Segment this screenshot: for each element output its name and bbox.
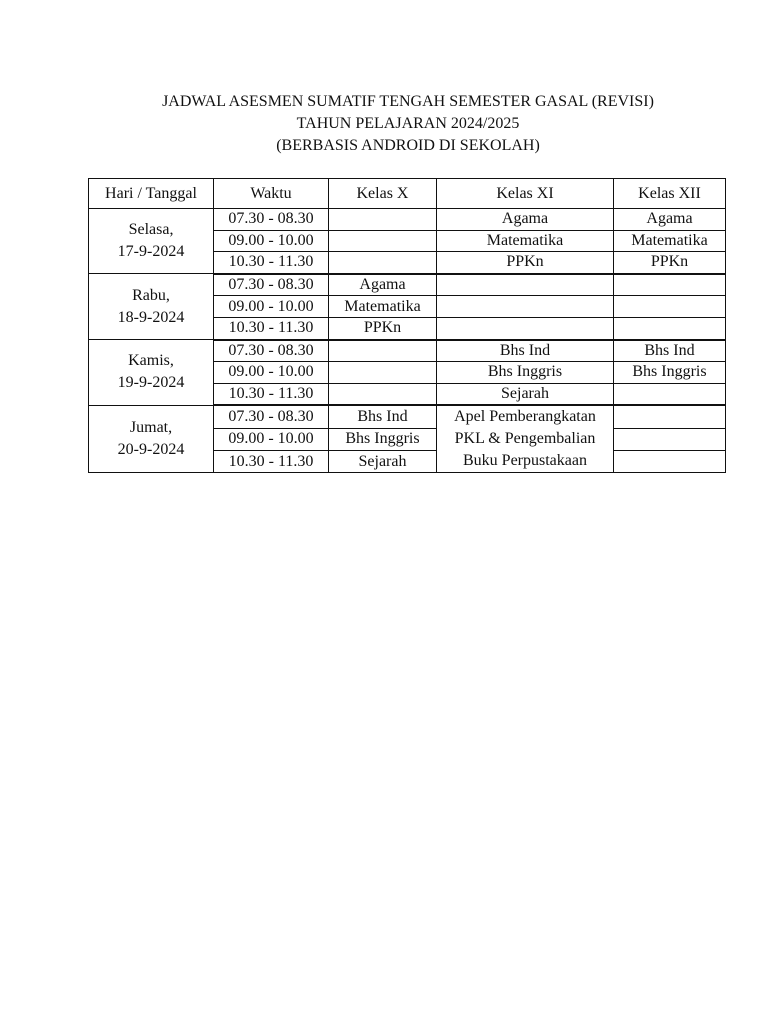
time-cell: 07.30 - 08.30 xyxy=(214,405,329,428)
column-header-day: Hari / Tanggal xyxy=(89,179,214,209)
table-row xyxy=(89,209,726,231)
kelas-x-cell: Matematika xyxy=(329,296,437,318)
day-date: 20-9-2024 xyxy=(117,441,185,459)
kelas-x-cell xyxy=(329,252,437,274)
schedule-table xyxy=(88,178,726,473)
kelas-xi-cell: PPKn xyxy=(437,252,614,274)
kelas-xi-cell: Sejarah xyxy=(437,383,614,405)
kelas-x-cell xyxy=(329,209,437,231)
kelas-xi-cell: Bhs Inggris xyxy=(437,362,614,384)
day-date: 19-9-2024 xyxy=(117,374,185,392)
table-row xyxy=(89,274,726,296)
kelas-xii-cell xyxy=(614,274,726,296)
time-cell: 09.00 - 10.00 xyxy=(214,428,329,450)
time-cell: 09.00 - 10.00 xyxy=(214,362,329,384)
day-name: Rabu, xyxy=(132,286,170,304)
title-line-2: TAHUN PELAJARAN 2024/2025 xyxy=(296,115,520,132)
day-date: 17-9-2024 xyxy=(117,243,185,261)
day-cell-jumat xyxy=(89,405,214,473)
kelas-x-cell xyxy=(329,362,437,384)
kelas-xii-cell: Agama xyxy=(614,209,726,231)
time-cell: 07.30 - 08.30 xyxy=(214,340,329,362)
kelas-xii-cell xyxy=(614,317,726,339)
day-cell-rabu xyxy=(89,274,214,340)
kelas-xii-cell xyxy=(614,405,726,428)
kelas-xi-cell: Matematika xyxy=(437,230,614,252)
kelas-x-cell xyxy=(329,230,437,252)
time-cell: 07.30 - 08.30 xyxy=(214,209,329,231)
document-title xyxy=(0,91,768,157)
kelas-xi-cell xyxy=(437,296,614,318)
kelas-xii-cell: Bhs Inggris xyxy=(614,362,726,384)
merged-line: Apel Pemberangkatan xyxy=(454,408,596,426)
kelas-xi-cell: Bhs Ind xyxy=(437,340,614,362)
kelas-xii-cell xyxy=(614,428,726,450)
kelas-xii-cell xyxy=(614,451,726,473)
kelas-x-cell: PPKn xyxy=(329,317,437,339)
column-header-time: Waktu xyxy=(214,179,329,209)
day-date: 18-9-2024 xyxy=(117,308,185,326)
day-name: Selasa, xyxy=(128,221,174,239)
time-cell: 10.30 - 11.30 xyxy=(214,383,329,405)
header-row xyxy=(89,179,726,209)
merged-line: PKL & Pengembalian xyxy=(454,430,596,448)
kelas-xii-cell xyxy=(614,296,726,318)
table-row xyxy=(89,405,726,428)
day-name: Kamis, xyxy=(128,352,174,370)
merged-line: Buku Perpustakaan xyxy=(463,452,587,470)
kelas-x-cell: Bhs Ind xyxy=(329,405,437,428)
title-line-1: JADWAL ASESMEN SUMATIF TENGAH SEMESTER GASAL (REVISI) xyxy=(162,93,654,110)
day-name: Jumat, xyxy=(129,419,173,437)
table-row xyxy=(89,340,726,362)
kelas-x-cell: Bhs Inggris xyxy=(329,428,437,450)
kelas-x-cell xyxy=(329,383,437,405)
time-cell: 10.30 - 11.30 xyxy=(214,317,329,339)
kelas-xi-cell: Agama xyxy=(437,209,614,231)
kelas-xi-cell xyxy=(437,274,614,296)
kelas-x-cell xyxy=(329,340,437,362)
kelas-xi-cell xyxy=(437,317,614,339)
time-cell: 09.00 - 10.00 xyxy=(214,230,329,252)
kelas-xii-cell: Bhs Ind xyxy=(614,340,726,362)
time-cell: 10.30 - 11.30 xyxy=(214,451,329,473)
day-cell-kamis xyxy=(89,340,214,406)
column-header-kelas-xii: Kelas XII xyxy=(614,179,726,209)
kelas-x-cell: Sejarah xyxy=(329,451,437,473)
title-line-3: (BERBASIS ANDROID DI SEKOLAH) xyxy=(276,137,540,154)
kelas-xii-cell: Matematika xyxy=(614,230,726,252)
kelas-xi-merged-cell xyxy=(437,405,614,473)
time-cell: 09.00 - 10.00 xyxy=(214,296,329,318)
kelas-xii-cell: PPKn xyxy=(614,252,726,274)
time-cell: 10.30 - 11.30 xyxy=(214,252,329,274)
day-cell-selasa xyxy=(89,209,214,274)
column-header-kelas-x: Kelas X xyxy=(329,179,437,209)
kelas-xii-cell xyxy=(614,383,726,405)
kelas-x-cell: Agama xyxy=(329,274,437,296)
column-header-kelas-xi: Kelas XI xyxy=(437,179,614,209)
time-cell: 07.30 - 08.30 xyxy=(214,274,329,296)
